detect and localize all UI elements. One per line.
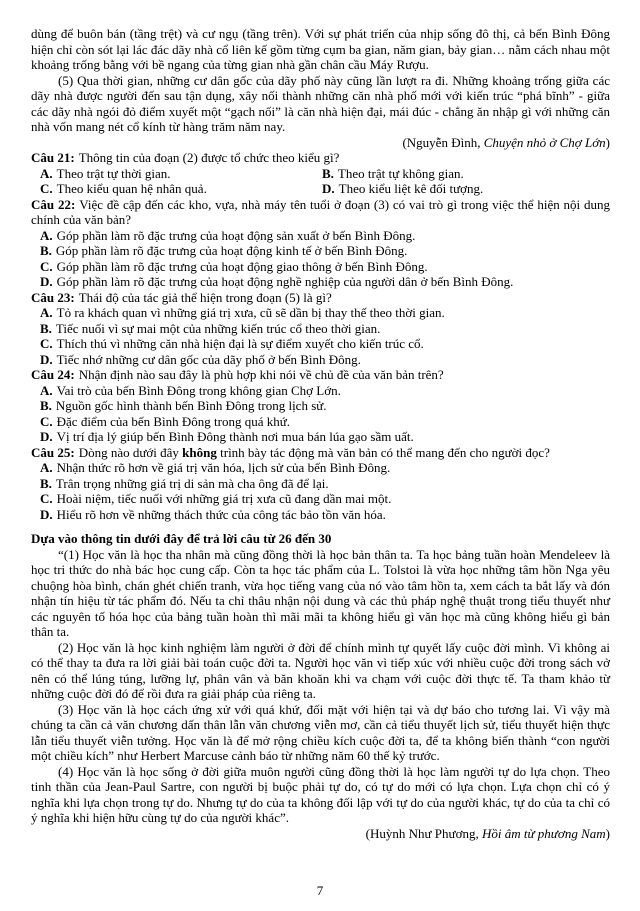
attribution-close: ) <box>605 134 610 150</box>
option-label: A. <box>40 227 53 243</box>
option-label: A. <box>40 305 53 320</box>
option-label: C. <box>40 181 53 196</box>
passage-paragraph-2: (2) Học văn là học kinh nghiệm làm người ở đời để chính mình tự quyết lấy cuộc đời mình. Vì không ai có thể thay ta đưa ra lời giải bài toán cuộc đời ta. Người học văn vì tiếp xúc với nhiều cuộc đời trong sách vở nên có thể lúng túng, lưỡng lự, phân vân và băn khoăn khi va chạm với cuộc đời thực tế. Ta tham khảo từ những cuộc đời đó để rồi đưa ra giải pháp của riêng ta. <box>31 639 610 701</box>
option-label: A. <box>40 460 53 475</box>
option-label: C. <box>40 258 53 274</box>
option-label: D. <box>40 274 53 289</box>
option-a <box>40 228 610 244</box>
option-text: Tỏ ra khách quan vì những giá trị xưa, cũ sẽ dần bị thay thế theo thời gian. <box>56 305 445 320</box>
question-21 <box>31 150 610 197</box>
option-label: C. <box>40 336 53 351</box>
intro-lead-paragraph: dùng để buôn bán (tầng trệt) và cư ngụ (tầng trên). Với sự phát triển của nhịp sống đô thị, cả bến Bình Đông hiện chỉ còn sót lại lác đác dãy nhà cổ liên kế gồm từng cụm ba gian, năm gian, bảy gian… nằm cách nhau một khoảng trống bằng với bề ngang của từng gian nhà gần chân cầu Máy Rượu. <box>31 26 610 72</box>
question-25 <box>31 445 610 523</box>
option-text: Góp phần làm rõ đặc trưng của hoạt động nghề nghiệp của người dân ở bến Bình Đông. <box>56 274 514 289</box>
option-label: C. <box>40 413 53 429</box>
option-text: Nguồn gốc hình thành bến Bình Đông trong lịch sử. <box>55 398 327 413</box>
option-text: Theo kiểu quan hệ nhân quả. <box>56 181 207 196</box>
option-text: Vị trí địa lý giúp bến Bình Đông thành nơi mua bán lúa gạo sầm uất. <box>56 429 414 444</box>
option-c <box>40 491 610 507</box>
attribution-close: ) <box>605 825 610 841</box>
attribution-author: (Huỳnh Như Phương, <box>365 825 482 841</box>
option-label: B. <box>322 165 334 181</box>
intro-attribution <box>31 135 610 151</box>
attribution-author: (Nguyễn Đình, <box>402 134 484 150</box>
question-label: Câu 25: <box>31 444 75 460</box>
option-a <box>40 166 322 182</box>
option-c <box>40 259 610 275</box>
option-c <box>40 181 322 197</box>
question-23-options <box>40 305 610 367</box>
option-label: D. <box>40 351 53 367</box>
question-24-header <box>31 367 610 383</box>
question-22-header <box>31 197 610 228</box>
passage-attribution <box>31 826 610 842</box>
option-d <box>40 507 610 523</box>
question-text-emphasis: không <box>182 444 217 460</box>
question-text: Thái độ của tác giả thể hiện trong đoạn (5) là gì? <box>78 289 332 305</box>
question-label: Câu 21: <box>31 150 75 165</box>
option-a <box>40 383 610 399</box>
option-d <box>40 352 610 368</box>
option-text: Hoài niệm, tiếc nuối với những giá trị xưa cũ đang dần mai một. <box>56 491 392 506</box>
option-label: B. <box>40 398 52 413</box>
option-label: C. <box>40 491 53 506</box>
option-text: Góp phần làm rõ đặc trưng của hoạt động giao thông ở bến Bình Đông. <box>56 258 428 274</box>
option-d <box>322 181 610 197</box>
option-label: B. <box>40 320 52 336</box>
question-21-options <box>40 166 610 197</box>
option-text: Trân trọng những giá trị di sản mà cha ông đã để lại. <box>55 475 329 491</box>
option-label: A. <box>40 382 53 398</box>
option-c <box>40 414 610 430</box>
question-text: Nhận định nào sau đây là phù hợp khi nói về chủ đề của văn bản trên? <box>78 367 444 382</box>
question-24-options <box>40 383 610 445</box>
option-text: Theo trật tự không gian. <box>337 165 464 181</box>
question-25-header <box>31 445 610 461</box>
section-heading: Dựa vào thông tin dưới đây để trả lời câu từ 26 đến 30 <box>31 531 332 546</box>
option-text: Góp phần làm rõ đặc trưng của hoạt động kinh tế ở bến Bình Đông. <box>55 243 408 258</box>
option-label: D. <box>40 429 53 444</box>
question-label: Câu 23: <box>31 289 75 305</box>
attribution-work-title: Chuyện nhỏ ở Chợ Lớn <box>483 134 606 150</box>
option-text: Hiểu rõ hơn về những thách thức của công tác bảo tồn văn hóa. <box>56 506 386 522</box>
option-b <box>322 166 610 182</box>
option-text: Đặc điểm của bến Bình Đông trong quá khứ. <box>56 413 291 429</box>
option-label: B. <box>40 243 52 258</box>
option-text: Theo trật tự thời gian. <box>56 165 171 181</box>
passage-paragraph-4: (4) Học văn là học sống ở đời giữa muôn người cũng đồng thời là học làm người tự do lựa chọn. Theo tinh thần của Jean-Paul Sartre, con người bị buộc phải tự do, có tự do mới có lựa chọn. Lựa chọn chỉ có ý nghĩa khi lựa chọn trong tự do. Nhưng tự do của ta không đối lập với tự do của người khác, tự do của ta chỉ có ý nghĩa khi hiện hữu cùng tự do của người khác”. <box>31 763 610 825</box>
passage-paragraph-3: (3) Học văn là học cách ứng xử với quá khứ, đối mặt với hiện tại và dự báo cho tương lai. Vì vậy mà chúng ta cần cả văn chương dấn thân lẫn văn chương viễn mơ, cần cả tiểu thuyết lịch sử, tiểu thuyết hiện thực lẫn tiểu thuyết viễn tưởng. Học văn là để mở rộng chiều kích cuộc đời ta, để ta không biến thành “con người một chiều kích” như Herbert Marcuse cảnh báo từ những năm 60 thế kỷ trước. <box>31 701 610 763</box>
option-d <box>40 429 610 445</box>
option-label: A. <box>40 165 53 181</box>
intro-paragraph-5: (5) Qua thời gian, những cư dân gốc của dãy phố này cũng lần lượt ra đi. Những khoảng trống giữa các dãy nhà được người đến sau tận dụng, xây nối thành những căn nhà phố mới với kiến trúc “phá bĩnh” - giữa các dãy nhà ngói đỏ điểm xuyết một “gạch nối” là căn nhà hiện đại, mái đúc - chẳng ăn nhập gì với những căn nhà vốn mang nét cổ kính từ hàng trăm năm nay. <box>31 72 610 134</box>
question-label: Câu 24: <box>31 367 75 382</box>
option-b <box>40 243 610 259</box>
option-c <box>40 336 610 352</box>
option-text: Tiếc nuối vì sự mai một của những kiến trúc cổ theo thời gian. <box>55 320 381 336</box>
question-text: trình bày tác động mà văn bản có thể mang đến cho người đọc? <box>216 444 550 460</box>
option-a <box>40 460 610 476</box>
question-21-header <box>31 150 610 166</box>
question-22-options <box>40 228 610 290</box>
option-d <box>40 274 610 290</box>
page-number: 7 <box>316 882 324 898</box>
option-text: Tiếc nhớ những cư dân gốc của dãy phố ở bến Bình Đông. <box>56 351 361 367</box>
question-text: Việc đề cập đến các kho, vựa, nhà máy tên tuổi ở đoạn (3) có vai trò gì trong việc thể hiện nội dung chính của văn bản? <box>31 196 610 227</box>
option-a <box>40 305 610 321</box>
question-23 <box>31 290 610 368</box>
option-text: Vai trò của bến Bình Đông trong không gian Chợ Lớn. <box>56 382 341 398</box>
option-label: D. <box>40 506 53 522</box>
option-b <box>40 476 610 492</box>
option-text: Góp phần làm rõ đặc trưng của hoạt động sản xuất ở bến Bình Đông. <box>56 227 416 243</box>
option-text: Nhận thức rõ hơn về giá trị văn hóa, lịch sử của bến Bình Đông. <box>56 460 391 475</box>
passage-paragraph-1: “(1) Học văn là học tha nhân mà cũng đồng thời là học bản thân ta. Ta học bảng tuần hoàn Mendeleev là học tri thức do nhà bác học cung cấp. Còn ta học tác phẩm của L. Tolstoi là vừa học những tâm hồn Nga yêu chuộng hòa bình, chán ghét chiến tranh, vừa học tiếng vang của nó vào tâm hồn ta, xem cách ta bắt lấy và đón nhận tín hiệu từ tác phẩm đó. Nếu ta chỉ thâu nhận nội dung và các thủ pháp nghệ thuật trong tiểu thuyết như các nguyên tố hóa học của bảng tuần hoàn thì mãi mãi ta không hiểu gì văn học mà cũng không hiểu gì bản thân ta. <box>31 546 610 639</box>
attribution-work-title: Hồi âm từ phương Nam <box>481 825 606 841</box>
question-text: Thông tin của đoạn (2) được tổ chức theo kiểu gì? <box>78 150 340 165</box>
option-label: B. <box>40 475 52 491</box>
question-22 <box>31 197 610 290</box>
option-text: Theo kiểu liệt kê đối tượng. <box>338 181 484 196</box>
option-text: Thích thú vì những căn nhà hiện đại là sự điểm xuyết cho kiến trúc cổ. <box>56 336 424 351</box>
option-label: D. <box>322 181 335 196</box>
option-b <box>40 398 610 414</box>
question-25-options <box>40 460 610 522</box>
option-b <box>40 321 610 337</box>
question-label: Câu 22: <box>31 196 76 212</box>
question-text: Dòng nào dưới đây <box>78 444 183 460</box>
question-23-header <box>31 290 610 306</box>
question-24 <box>31 367 610 445</box>
